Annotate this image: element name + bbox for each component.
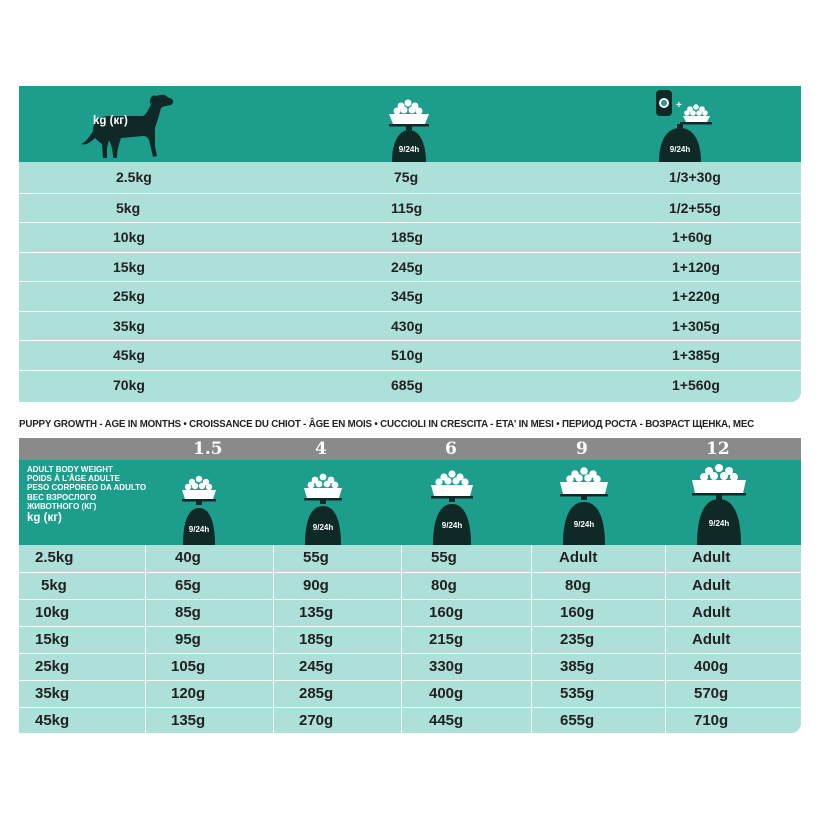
amount-cell: 120g bbox=[171, 685, 206, 702]
wet-can-plus-dry-food-scale-icon bbox=[644, 86, 719, 162]
schedule-label: 9/24h bbox=[441, 521, 463, 530]
amount-cell: Adult bbox=[692, 604, 731, 621]
table-row bbox=[19, 680, 801, 707]
table-row bbox=[19, 311, 801, 341]
label-it: PESO CORPOREO DA ADULTO bbox=[27, 483, 147, 493]
amount-cell: 135g bbox=[299, 604, 334, 621]
amount-cell: 160g bbox=[429, 604, 464, 621]
puppy-feeding-table bbox=[19, 460, 801, 733]
plus-sign: + bbox=[676, 100, 682, 111]
amount-cell: 570g bbox=[694, 685, 729, 702]
weight-unit-label: kg (кг) bbox=[93, 115, 128, 127]
age-label: 4 bbox=[315, 439, 327, 459]
table-row bbox=[19, 222, 801, 252]
amount-cell: 285g bbox=[299, 685, 334, 702]
dog-silhouette-icon bbox=[77, 86, 197, 162]
age-in-months-band bbox=[19, 438, 801, 460]
weight-cell: 2.5kg bbox=[116, 169, 152, 185]
weight-cell: 70kg bbox=[113, 376, 145, 393]
table-row bbox=[19, 340, 801, 370]
dry-food-bowl-scale-icon bbox=[379, 86, 439, 162]
weight-cell: 2.5kg bbox=[35, 549, 74, 566]
mixed-amount-cell: 1+220g bbox=[672, 288, 720, 304]
amount-cell: 65g bbox=[175, 577, 201, 594]
amount-cell: 40g bbox=[175, 549, 201, 566]
puppy-table-header bbox=[19, 460, 801, 545]
table-row bbox=[19, 252, 801, 282]
weight-cell: 35kg bbox=[113, 317, 145, 334]
weight-cell: 15kg bbox=[113, 258, 145, 275]
weight-cell: 10kg bbox=[35, 604, 70, 621]
mixed-amount-cell: 1+120g bbox=[672, 258, 720, 275]
weight-cell: 35kg bbox=[35, 685, 70, 702]
label-fr: POIDS À L'ÂGE ADULTE bbox=[27, 474, 121, 484]
label-ru2: ЖИВОТНОГО (КГ) bbox=[27, 501, 97, 511]
weight-cell: 25kg bbox=[35, 658, 70, 675]
amount-cell: 135g bbox=[171, 712, 206, 729]
age-label: 1.5 bbox=[193, 439, 223, 459]
weight-cell: 15kg bbox=[35, 631, 70, 648]
dry-amount-cell: 245g bbox=[391, 258, 423, 275]
dry-amount-cell: 75g bbox=[394, 169, 419, 185]
label-en: ADULT BODY WEIGHT bbox=[27, 465, 113, 474]
amount-cell: Adult bbox=[692, 549, 731, 566]
dry-amount-cell: 430g bbox=[391, 317, 423, 334]
amount-cell: 160g bbox=[560, 604, 595, 621]
label-ru1: ВЕС ВЗРОСЛОГО bbox=[27, 492, 97, 502]
table-row bbox=[19, 281, 801, 311]
dry-food-scale-icon bbox=[549, 460, 619, 550]
amount-cell: 270g bbox=[299, 712, 334, 729]
table-row bbox=[19, 626, 801, 653]
adult-feeding-table bbox=[19, 86, 801, 402]
puppy-growth-title: PUPPY GROWTH - AGE IN MONTHS • CROISSANCE DU CHIOT - ÂGE EN MOIS • CUCCIOLI IN CRESCITA - ETA' IN MESI • ПЕРИОД РОСТА - ВОЗРАСТ ЩЕНКА, МЕС bbox=[19, 418, 755, 430]
weight-cell: 10kg bbox=[113, 229, 145, 245]
weight-cell: 5kg bbox=[41, 577, 67, 594]
amount-cell: 90g bbox=[303, 577, 329, 594]
adult-body-weight-label bbox=[27, 465, 165, 525]
amount-cell: 55g bbox=[303, 549, 329, 566]
dry-food-scale-icon bbox=[683, 460, 755, 550]
amount-cell: 400g bbox=[429, 685, 464, 702]
amount-cell: 85g bbox=[175, 604, 201, 621]
amount-cell: Adult bbox=[692, 631, 731, 648]
amount-cell: 445g bbox=[429, 712, 464, 729]
amount-cell: 400g bbox=[694, 658, 729, 675]
mixed-amount-cell: 1/2+55g bbox=[669, 199, 721, 216]
dry-food-scale-icon bbox=[419, 460, 485, 550]
amount-cell: 710g bbox=[694, 712, 729, 729]
mixed-amount-cell: 1+305g bbox=[672, 317, 720, 334]
table-row bbox=[19, 599, 801, 626]
weight-cell: 5kg bbox=[116, 199, 141, 216]
dry-amount-cell: 345g bbox=[391, 288, 423, 304]
amount-cell: 385g bbox=[560, 658, 595, 675]
table-row bbox=[19, 193, 801, 223]
mixed-amount-cell: 1/3+30g bbox=[669, 169, 721, 185]
weight-cell: 45kg bbox=[113, 347, 145, 363]
amount-cell: 235g bbox=[560, 631, 595, 648]
age-label: 12 bbox=[706, 439, 730, 459]
amount-cell: 55g bbox=[431, 549, 457, 566]
age-label: 9 bbox=[576, 439, 588, 459]
amount-cell: 80g bbox=[565, 577, 591, 594]
table-row bbox=[19, 572, 801, 599]
weight-cell: 25kg bbox=[113, 288, 145, 304]
schedule-label: 9/24h bbox=[188, 525, 210, 534]
mixed-amount-cell: 1+385g bbox=[672, 347, 720, 363]
weight-cell: 45kg bbox=[35, 712, 70, 729]
table-row bbox=[19, 545, 801, 572]
dry-amount-cell: 185g bbox=[391, 229, 423, 245]
amount-cell: 215g bbox=[429, 631, 464, 648]
amount-cell: 535g bbox=[560, 685, 595, 702]
amount-cell: 185g bbox=[299, 631, 334, 648]
dry-food-scale-icon bbox=[169, 460, 229, 550]
amount-cell: 95g bbox=[175, 631, 201, 648]
dry-food-scale-icon bbox=[291, 460, 355, 550]
dry-amount-cell: 115g bbox=[391, 199, 423, 216]
schedule-label: 9/24h bbox=[708, 519, 730, 528]
amount-cell: 245g bbox=[299, 658, 334, 675]
amount-cell: Adult bbox=[559, 549, 598, 566]
schedule-label: 9/24h bbox=[573, 520, 595, 529]
table-row bbox=[19, 370, 801, 400]
mixed-amount-cell: 1+560g bbox=[672, 376, 720, 393]
table-row bbox=[19, 653, 801, 680]
adult-table-body bbox=[19, 163, 801, 399]
schedule-label: 9/24h bbox=[312, 523, 334, 532]
amount-cell: 80g bbox=[431, 577, 457, 594]
amount-cell: Adult bbox=[692, 577, 731, 594]
age-label: 6 bbox=[445, 439, 457, 459]
dry-amount-cell: 685g bbox=[391, 376, 423, 393]
amount-cell: 105g bbox=[171, 658, 206, 675]
amount-cell: 330g bbox=[429, 658, 464, 675]
amount-cell: 655g bbox=[560, 712, 595, 729]
schedule-label: 9/24h bbox=[669, 145, 691, 154]
schedule-label: 9/24h bbox=[398, 145, 420, 154]
label-unit: kg (кг) bbox=[27, 512, 62, 525]
puppy-table-body bbox=[19, 545, 801, 733]
table-row bbox=[19, 163, 801, 193]
table-row bbox=[19, 707, 801, 733]
mixed-amount-cell: 1+60g bbox=[672, 229, 713, 245]
dry-amount-cell: 510g bbox=[391, 347, 423, 363]
adult-table-header bbox=[19, 86, 801, 162]
